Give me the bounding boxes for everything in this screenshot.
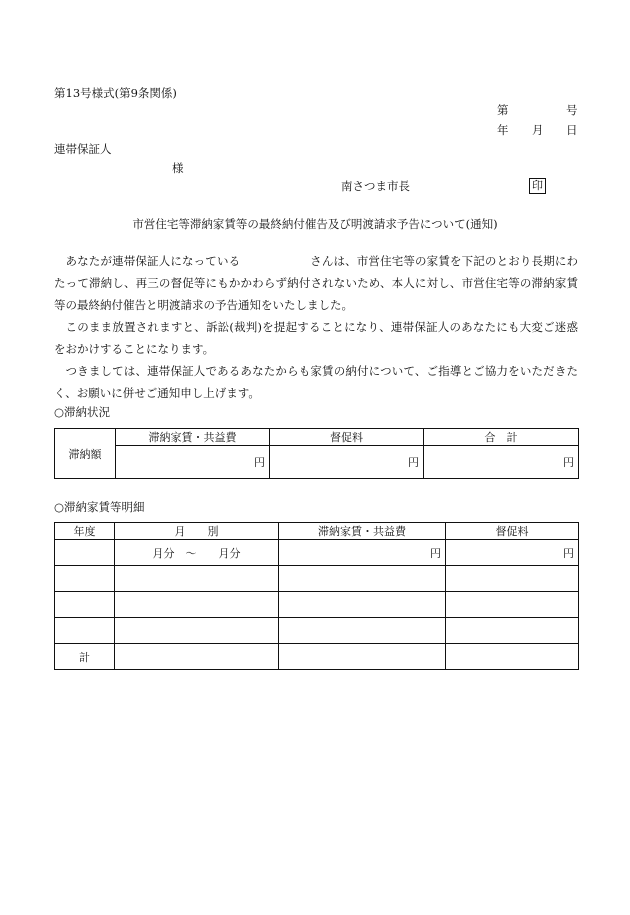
month-range-cell bbox=[115, 566, 279, 592]
month-range-cell: 月分 ～ 月分 bbox=[115, 540, 279, 566]
rent-fees-amount: 円 bbox=[116, 446, 270, 479]
delinquency-details-table bbox=[54, 522, 579, 670]
header-month: 月 別 bbox=[115, 523, 279, 540]
header-rent-fees: 滞納家賃・共益費 bbox=[116, 429, 270, 446]
recipient-title: 連帯保証人 bbox=[54, 142, 112, 156]
month-range-cell bbox=[115, 592, 279, 618]
reminder-fee-cell: 円 bbox=[446, 540, 579, 566]
delinquency-status-table bbox=[54, 428, 579, 479]
header-fiscal-year: 年度 bbox=[55, 523, 115, 540]
month-range-cell bbox=[115, 644, 279, 670]
body-paragraph-2: このまま放置されますと、訴訟(裁判)を提起することになり、連帯保証人のあなたにも大変ご迷惑をおかけすることになります。 bbox=[54, 320, 578, 356]
table-row bbox=[55, 592, 579, 618]
rent-fees-cell bbox=[279, 644, 446, 670]
total-label: 計 bbox=[55, 644, 115, 670]
sender-name: 南さつま市長 bbox=[341, 179, 410, 193]
document-title: 市営住宅等滞納家賃等の最終納付催告及び明渡請求予告について(通知) bbox=[132, 217, 498, 231]
rent-fees-cell bbox=[279, 566, 446, 592]
table-row bbox=[55, 566, 579, 592]
fiscal-year-cell bbox=[55, 618, 115, 644]
header-rent-fees: 滞納家賃・共益費 bbox=[279, 523, 446, 540]
header-reminder-fee: 督促料 bbox=[270, 429, 424, 446]
table-row bbox=[55, 540, 579, 566]
reminder-fee-cell bbox=[446, 566, 579, 592]
reminder-fee-amount: 円 bbox=[270, 446, 424, 479]
fiscal-year-cell bbox=[55, 592, 115, 618]
rent-fees-cell bbox=[279, 618, 446, 644]
date-year: 年 bbox=[497, 123, 509, 137]
section-delinquency-heading: ○滞納状況 bbox=[54, 405, 111, 419]
header-reminder-fee: 督促料 bbox=[446, 523, 579, 540]
delinquent-amount-label: 滞納額 bbox=[55, 429, 116, 479]
rent-fees-cell bbox=[279, 592, 446, 618]
doc-number-prefix: 第 bbox=[497, 103, 509, 117]
month-range-cell bbox=[115, 618, 279, 644]
body-paragraph-3: つきましては、連帯保証人であるあなたからも家賃の納付について、ご指導とご協力をいただきたく、お願いに併せご通知申し上げます。 bbox=[54, 364, 578, 400]
recipient-honorific: 様 bbox=[172, 161, 184, 175]
fiscal-year-cell bbox=[55, 566, 115, 592]
total-amount: 円 bbox=[424, 446, 579, 479]
fiscal-year-cell bbox=[55, 540, 115, 566]
total-row bbox=[55, 644, 579, 670]
doc-number-suffix: 号 bbox=[566, 103, 578, 117]
body-paragraph-1: あなたが連帯保証人になっている さんは、市営住宅等の家賃を下記のとおり長期にわたって滞納し、再三の督促等にもかかわらず納付されないため、本人に対し、市営住宅等の滞納家賃等の最終納付催告と明渡請求の予告通知をいたしました。 bbox=[54, 254, 578, 312]
header-total: 合 計 bbox=[424, 429, 579, 446]
reminder-fee-cell bbox=[446, 592, 579, 618]
reminder-fee-cell bbox=[446, 618, 579, 644]
date-month: 月 bbox=[532, 123, 544, 137]
reminder-fee-cell bbox=[446, 644, 579, 670]
section-details-heading: ○滞納家賃等明細 bbox=[54, 500, 145, 514]
table-row bbox=[55, 618, 579, 644]
form-number: 第13号様式(第9条関係) bbox=[54, 86, 177, 100]
seal-stamp: 印 bbox=[529, 178, 546, 194]
date-day: 日 bbox=[566, 123, 578, 137]
rent-fees-cell: 円 bbox=[279, 540, 446, 566]
